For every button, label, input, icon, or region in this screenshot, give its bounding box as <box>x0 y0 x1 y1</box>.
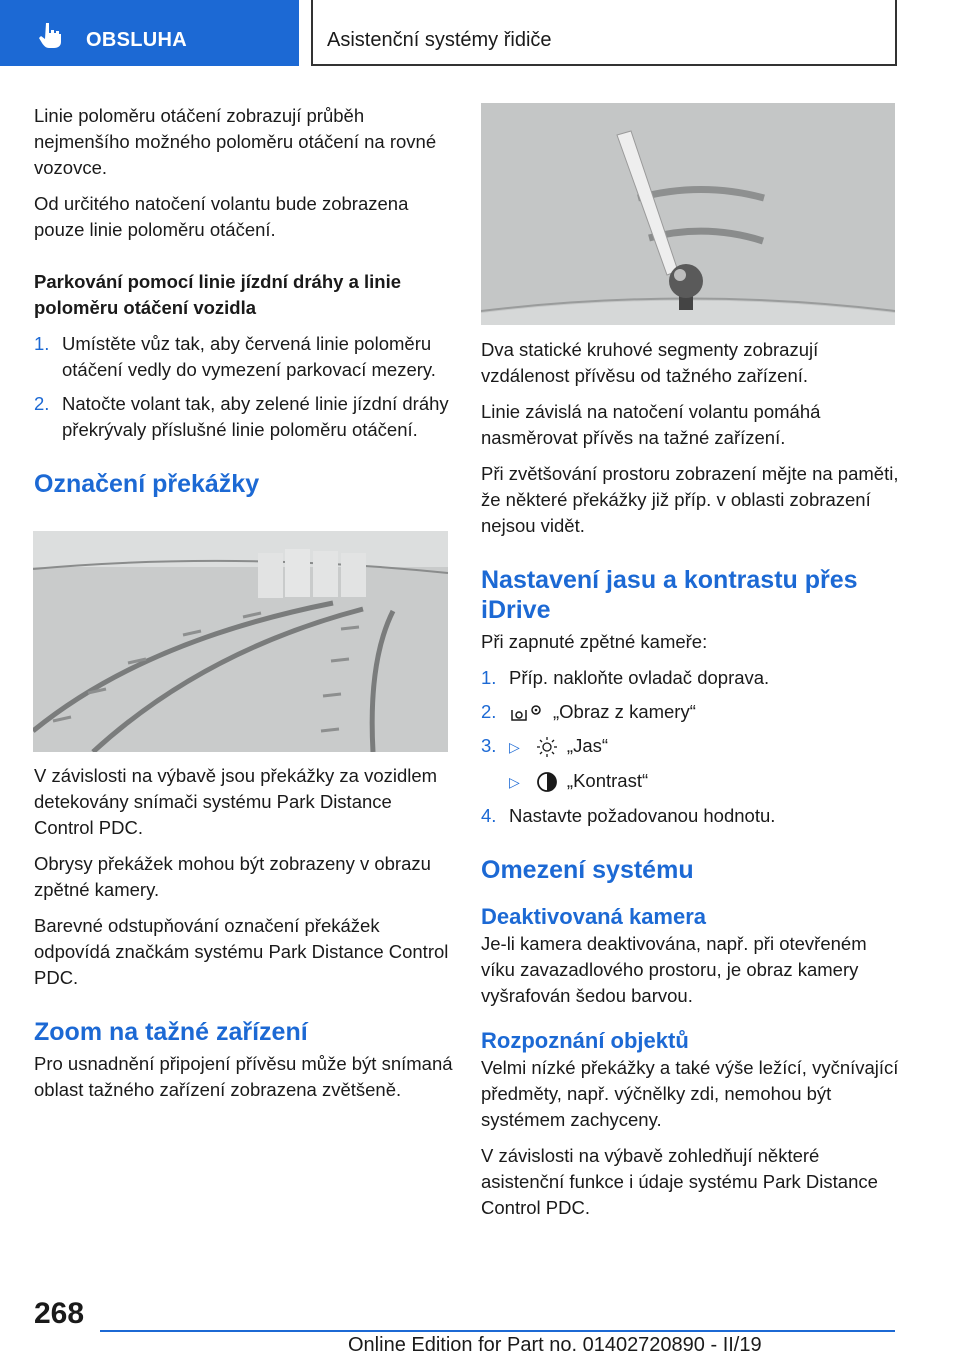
chapter-title: Asistenční systémy řidiče <box>327 29 552 51</box>
paragraph: Velmi nízké překážky a také výše ležící, vyčnívající předměty, např. výčnělky zdi, nemohou být systémem zachyceny. <box>481 1057 899 1131</box>
contrast-icon <box>535 771 559 793</box>
steps-list <box>481 665 901 829</box>
footer-divider <box>100 1330 895 1332</box>
arrow-right-icon: ▷ <box>509 774 520 791</box>
paragraph: V závislosti na výbavě jsou překážky za vozidlem detekovány snímači systému Park Distance Control PDC. <box>34 765 438 838</box>
paragraph: Při zapnuté zpětné kameře: <box>481 631 708 652</box>
paragraph: Při zvětšování prostoru zobrazení mějte na paměti, že některé překážky již příp. v oblasti zobrazení nejsou vidět. <box>481 463 899 536</box>
section-title: OBSLUHA <box>86 29 187 51</box>
steps-list <box>34 331 454 443</box>
brightness-icon <box>535 736 559 758</box>
section-heading: Omezení systému <box>481 856 694 885</box>
paragraph: Je-li kamera deaktivována, např. při otevřeném víku zavazadlového prostoru, je obraz kamery vyšrafován šedou barvou. <box>481 933 867 1007</box>
right-column <box>481 337 901 1231</box>
section-heading: Označení překážky <box>34 470 260 498</box>
hand-pointer-icon <box>36 20 66 50</box>
paragraph: Obrysy překážek mohou být zobrazeny v obrazu zpětné kamery. <box>34 853 431 900</box>
paragraph: Od určitého natočení volantu bude zobrazena pouze linie poloměru otáčení. <box>34 193 409 240</box>
list-item: 4. Nastavte požadovanou hodnotu. <box>481 805 776 827</box>
list-item: 3. ▷ „Jas“ <box>481 733 901 760</box>
paragraph: Linie závislá na natočení volantu pomáhá nasměrovat přívěs na tažné zařízení. <box>481 401 821 448</box>
list-item: 2. Natočte volant tak, aby zelené linie jízdní dráhy překrývaly příslušné linie poloměru otáčení. <box>34 393 449 440</box>
subsection-heading: Rozpoznání objektů <box>481 1028 689 1054</box>
trailer-hitch-figure <box>481 103 895 325</box>
left-column-top <box>34 103 454 499</box>
page-number: 268 <box>34 1297 85 1330</box>
paragraph: Dva statické kruhové segmenty zobrazují vzdálenost přívěsu od tažného zařízení. <box>481 339 819 386</box>
paragraph: V závislosti na výbavě zohledňují některé asistenční funkce i údaje systému Park Distance Control PDC. <box>481 1145 878 1219</box>
subheading: Parkování pomocí linie jízdní dráhy a linie poloměru otáčení vozidla <box>34 271 402 318</box>
list-item: 1. Příp. nakloňte ovladač doprava. <box>481 667 770 688</box>
chapter-header <box>311 0 897 66</box>
subsection-heading: Deaktivovaná kamera <box>481 904 707 930</box>
tow-bar-illustration <box>481 103 895 325</box>
parking-lines-illustration <box>33 531 448 752</box>
section-tab[interactable] <box>0 0 299 66</box>
list-item: ▷ „Kontrast“ <box>481 768 901 795</box>
list-item: 1. Umístěte vůz tak, aby červená linie poloměru otáčení vedly do vymezení parkovací mezery. <box>34 333 436 380</box>
left-column-bottom <box>34 763 454 1113</box>
paragraph: Linie poloměru otáčení zobrazují průběh nejmenšího možného poloměru otáčení na rovné vozovce. <box>34 105 437 178</box>
obstacle-marking-figure <box>33 531 448 752</box>
section-heading: Nastavení jasu a kontrastu přes iDrive <box>481 566 858 624</box>
list-item: 2. „Obraz z kamery“ <box>481 699 901 725</box>
edition-note: Online Edition for Part no. 01402720890 - II/19 <box>348 1334 762 1356</box>
arrow-right-icon: ▷ <box>509 739 520 756</box>
paragraph: Pro usnadnění připojení přívěsu může být snímaná oblast tažného zařízení zobrazena zvětšeně. <box>34 1053 453 1100</box>
section-heading: Zoom na tažné zařízení <box>34 1018 308 1046</box>
paragraph: Barevné odstupňování označení překážek odpovídá značkám systému Park Distance Control PDC. <box>34 915 449 988</box>
camera-settings-icon <box>509 702 545 724</box>
